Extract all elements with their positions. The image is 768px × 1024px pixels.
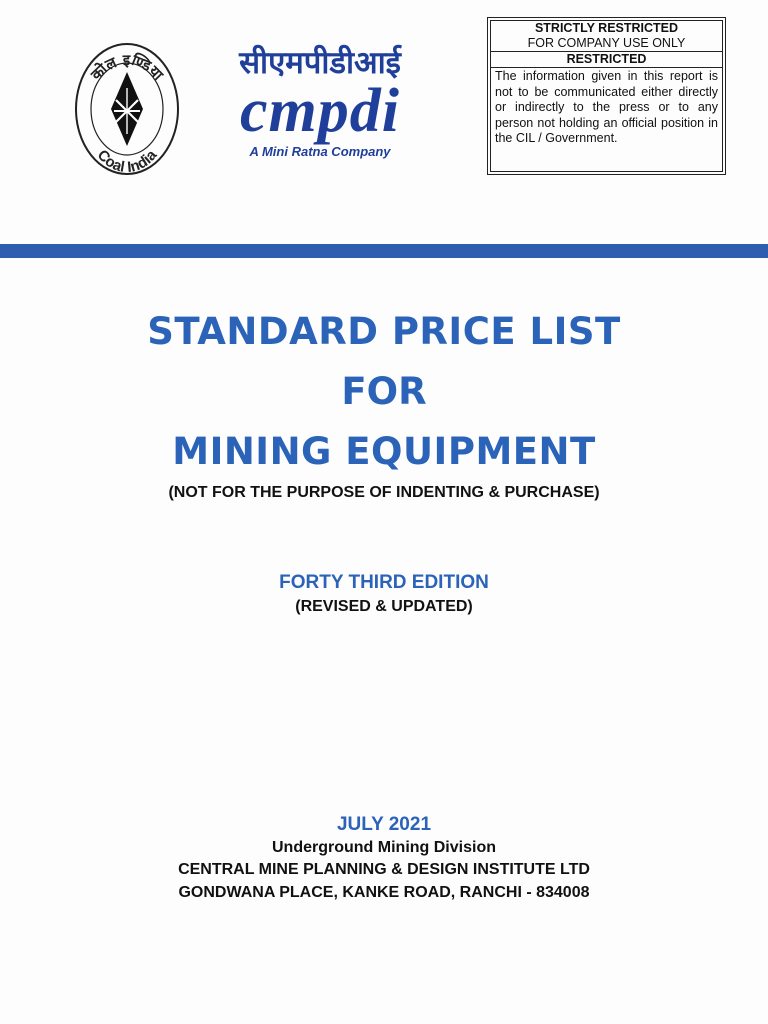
- edition-note: (REVISED & UPDATED): [295, 598, 473, 615]
- organization-name: CENTRAL MINE PLANNING & DESIGN INSTITUTE LTD: [178, 861, 590, 878]
- diamond-emblem-icon: [111, 72, 143, 146]
- division-name: Underground Mining Division: [272, 839, 496, 856]
- organization-address: GONDWANA PLACE, KANKE ROAD, RANCHI - 834008: [178, 884, 590, 901]
- title-subtitle: (NOT FOR THE PURPOSE OF INDENTING & PURCHASE): [168, 484, 600, 501]
- publication-date: JULY 2021: [336, 814, 432, 835]
- brand-tagline: A Mini Ratna Company: [249, 144, 391, 159]
- restriction-notice-text: The information given in this report is not to be communicated either directly or indirectly to the press or to any person not holding an official position in the CIL / Government.: [491, 67, 722, 147]
- header-divider-bar: [0, 244, 768, 258]
- restriction-line-3: RESTRICTED: [491, 51, 722, 67]
- title-line-1: STANDARD PRICE LIST: [147, 310, 621, 353]
- restriction-line-1: STRICTLY RESTRICTED: [534, 21, 679, 35]
- brand-hindi-name: सीएमपीडीआई: [239, 45, 401, 81]
- restriction-notice-box: [490, 20, 723, 172]
- coal-india-logo: [74, 42, 180, 176]
- cmpdi-brand: [210, 44, 430, 159]
- logo-english-text: Coal India: [93, 146, 161, 176]
- svg-text:Coal India: [94, 146, 161, 176]
- restriction-line-2: FOR COMPANY USE ONLY: [527, 36, 686, 50]
- title-line-2: FOR: [341, 370, 427, 413]
- edition-name: FORTY THIRD EDITION: [279, 572, 489, 593]
- brand-name: cmpdi: [240, 77, 400, 145]
- title-line-3: MINING EQUIPMENT: [172, 430, 596, 473]
- logo-hindi-text: कोल इण्डिया: [87, 51, 167, 84]
